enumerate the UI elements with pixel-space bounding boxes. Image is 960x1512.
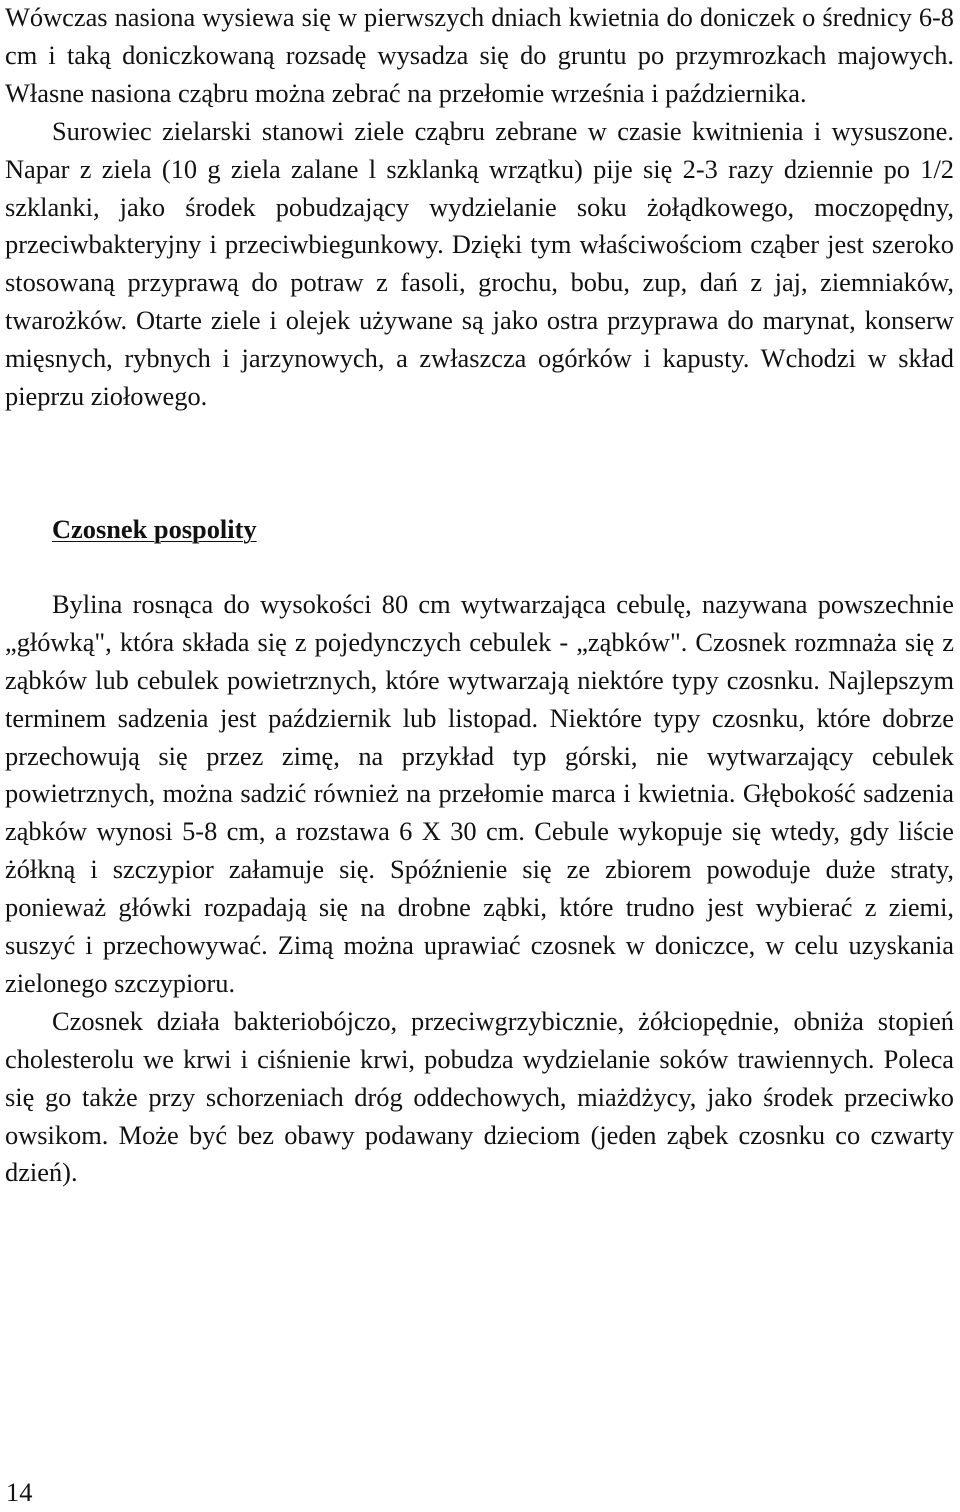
paragraph-sowing: Wówczas nasiona wysiewa się w pierwszych dniach kwietnia do doniczek o średnicy 6-8 cm i taką doniczkowaną rozsadę wysadza się do gruntu po przymrozkach majowych. Własne nasiona cząbru można zebrać na przełomie września i października. <box>5 2 954 108</box>
section-heading-garlic: Czosnek pospolity <box>52 513 257 544</box>
paragraph-herbal-use: Surowiec zielarski stanowi ziele cząbru zebrane w czasie kwitnienia i wysuszone. Napar z ziela (10 g ziela zalane l szklanką wrzątku) pije się 2-3 razy dziennie po 1/2 szklanki, jako środek pobudzający wydzielanie soku żołądkowego, moczopędny, przeciwbakteryjny i przeciwbiegunkowy. Dzięki tym właściwościom cząber jest szeroko stosowaną przyprawą do potraw z fasoli, grochu, bobu, zup, dań z jaj, ziemniaków, twarożków. Otarte ziele i olejek używane są jako ostra przyprawa do marynat, konserw mięsnych, rybnych i jarzynowych, a zwłaszcza ogórków i kapusty. Wchodzi w skład pieprzu ziołowego. <box>5 115 954 412</box>
paragraph-garlic-cultivation: Bylina rosnąca do wysokości 80 cm wytwarzająca cebulę, nazywana powszechnie „główką", która składa się z pojedynczych cebulek - „ząbków". Czosnek rozmnaża się z ząbków lub cebulek powietrznych, które wytwarzają niektóre typy czosnku. Najlepszym terminem sadzenia jest październik lub listopad. Niektóre typy czosnku, które dobrze przechowują się przez zimę, na przykład typ górski, nie wytwarzający cebulek powietrznych, można sadzić również na przełomie marca i kwietnia. Głębokość sadzenia ząbków wynosi 5-8 cm, a rozstawa 6 X 30 cm. Cebule wykopuje się wtedy, gdy liście żółkną i szczypior załamuje się. Spóźnienie się ze zbiorem powoduje duże straty, ponieważ główki rozpadają się na drobne ząbki, które trudno jest wybierać z ziemi, suszyć i przechowywać. Zimą można uprawiać czosnek w doniczce, w celu uzyskania zielonego szczypioru. <box>5 588 954 998</box>
page-number: 14 <box>6 1477 33 1507</box>
paragraph-garlic-properties: Czosnek działa bakteriobójczo, przeciwgrzybicznie, żółciopędnie, obniża stopień cholesterolu we krwi i ciśnienie krwi, pobudza wydzielanie soków trawiennych. Poleca się go także przy schorzeniach dróg oddechowych, miażdżycy, jako środek przeciwko owsikom. Może być bez obawy podawany dzieciom (jeden ząbek czosnku co czwarty dzień). <box>5 1005 954 1188</box>
